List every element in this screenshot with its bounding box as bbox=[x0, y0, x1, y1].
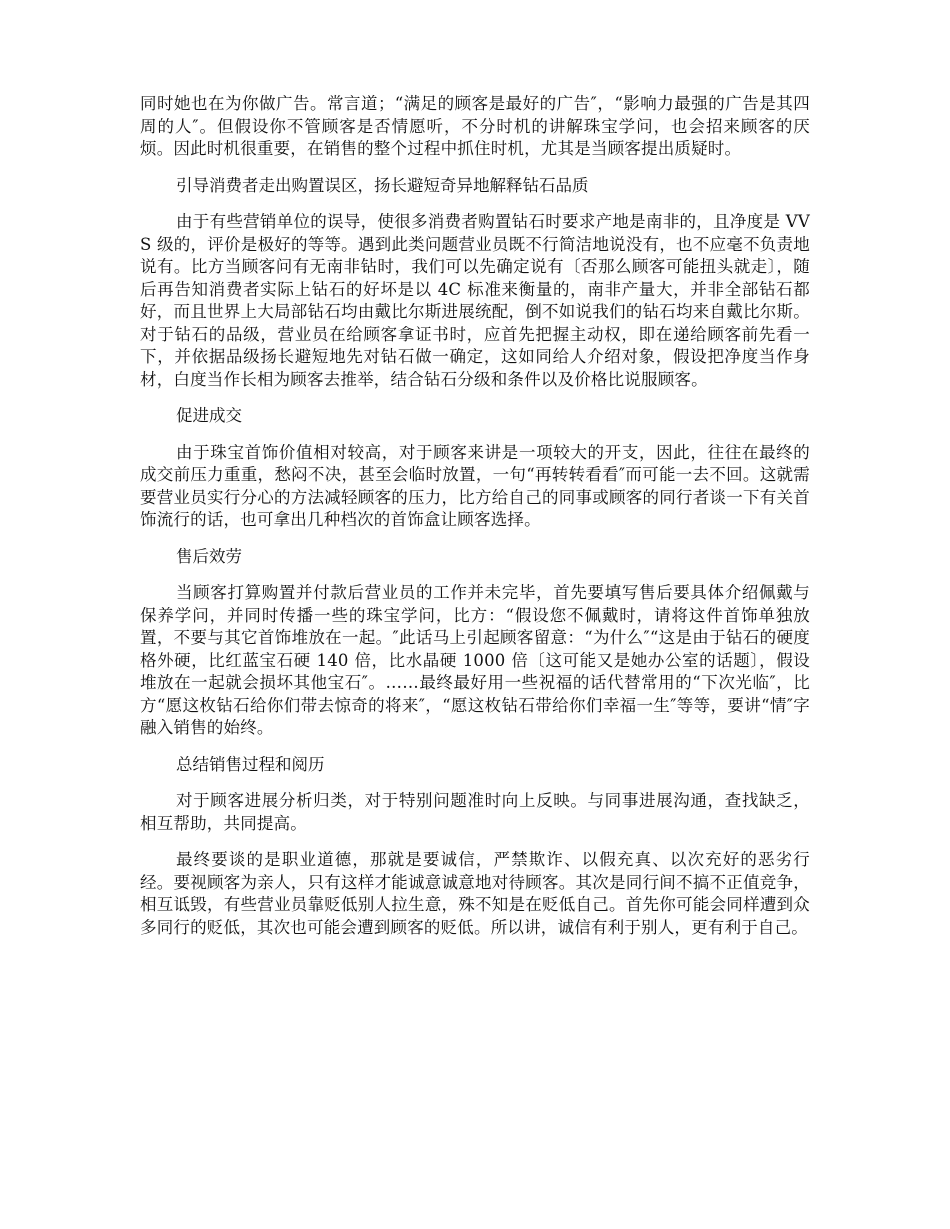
section-heading-closing-deal: 促进成交 bbox=[176, 406, 242, 425]
paragraph-intro-continued: 同时她也在为你做广告。常言道；“满足的顾客是最好的广告″，“影响力最强的广告是其四周的人″。但假设你不管顾客是否情愿听，不分时机的讲解珠宝学问，也会招来顾客的厌烦。因此时机很重要，在销售的整个过程中抓住时机，尤其是当顾客提出质疑时。 bbox=[140, 94, 810, 158]
paragraph-after-sales: 当顾客打算购置并付款后营业员的工作并未完毕，首先要填写售后要具体介绍佩戴与保养学问，并同时传播一些的珠宝学问，比方：“假设您不佩戴时，请将这件首饰单独放置，不要与其它首饰堆放在一起。″此话马上引起顾客留意：“为什么″“这是由于钻石的硬度格外硬，比红蓝宝石硬 140 倍，比水晶硬 1000 倍〔这可能又是她办公室的话题〕，假设堆放在一起就会损坏其他宝石″。……最终最好用一些祝福的话代替常用的“下次光临″，比方“愿这枚钻石给你们带去惊奇的将来″，“愿这枚钻石带给你们幸福一生″等等，要讲“情″字融入销售的始终。 bbox=[140, 583, 810, 737]
paragraph-ethics: 最终要谈的是职业道德，那就是要诚信，严禁欺诈、以假充真、以次充好的恶劣行经。要视顾客为亲人，只有这样才能诚意诚意地对待顾客。其次是同行间不搞不正值竞争，相互诋毁，有些营业员靠贬低别人拉生意，殊不知是在贬低自己。首先你可能会同样遭到众多同行的贬低，其次也可能会遭到顾客的贬低。所以讲，诚信有利于别人，更有利于自己。 bbox=[140, 850, 810, 937]
paragraph-summary: 对于顾客进展分析归类，对于特别问题准时向上反映。与同事进展沟通，查找缺乏，相互帮助，共同提高。 bbox=[140, 791, 810, 833]
section-heading-summary: 总结销售过程和阅历 bbox=[176, 754, 325, 774]
section-heading-after-sales: 售后效劳 bbox=[176, 546, 242, 566]
paragraph-diamond-quality: 由于有些营销单位的误导，使很多消费者购置钻石时要求产地是南非的，且净度是 VVS 级的，评价是极好的等等。遇到此类问题营业员既不行简洁地说没有，也不应毫不负责地说有。比方当顾客问有无南非钻时，我们可以先确定说有〔否那么顾客可能扭头就走〕，随后再告知消费者实际上钻石的好坏是以 4C 标准来衡量的，南非产量大，并非全部钻石都好，而且世界上大局部钻石均由戴比尔斯进展统配，倒不如说我们的钻石均来自戴比尔斯。对于钻石的品级，营业员在给顾客拿证书时，应首先把握主动权，即在递给顾客前先看一下，并依据品级扬长避短地先对钻石做一确定，这如同给人介绍对象，假设把净度当作身材，白度当作长相为顾客去推举，结合钻石分级和条件以及价格比说服顾客。 bbox=[140, 212, 810, 389]
section-heading-diamond-quality: 引导消费者走出购置误区，扬长避短奇异地解释钻石品质 bbox=[176, 175, 589, 195]
paragraph-closing-deal: 由于珠宝首饰价值相对较高，对于顾客来讲是一项较大的开支，因此，往往在最终的成交前压力重重，愁闷不决，甚至会临时放置，一句“再转转看看″而可能一去不回。这就需要营业员实行分心的方法减轻顾客的压力，比方给自己的同事或顾客的同行者谈一下有关首饰流行的话，也可拿出几种档次的首饰盒让顾客选择。 bbox=[140, 442, 810, 529]
document-page bbox=[140, 93, 810, 953]
